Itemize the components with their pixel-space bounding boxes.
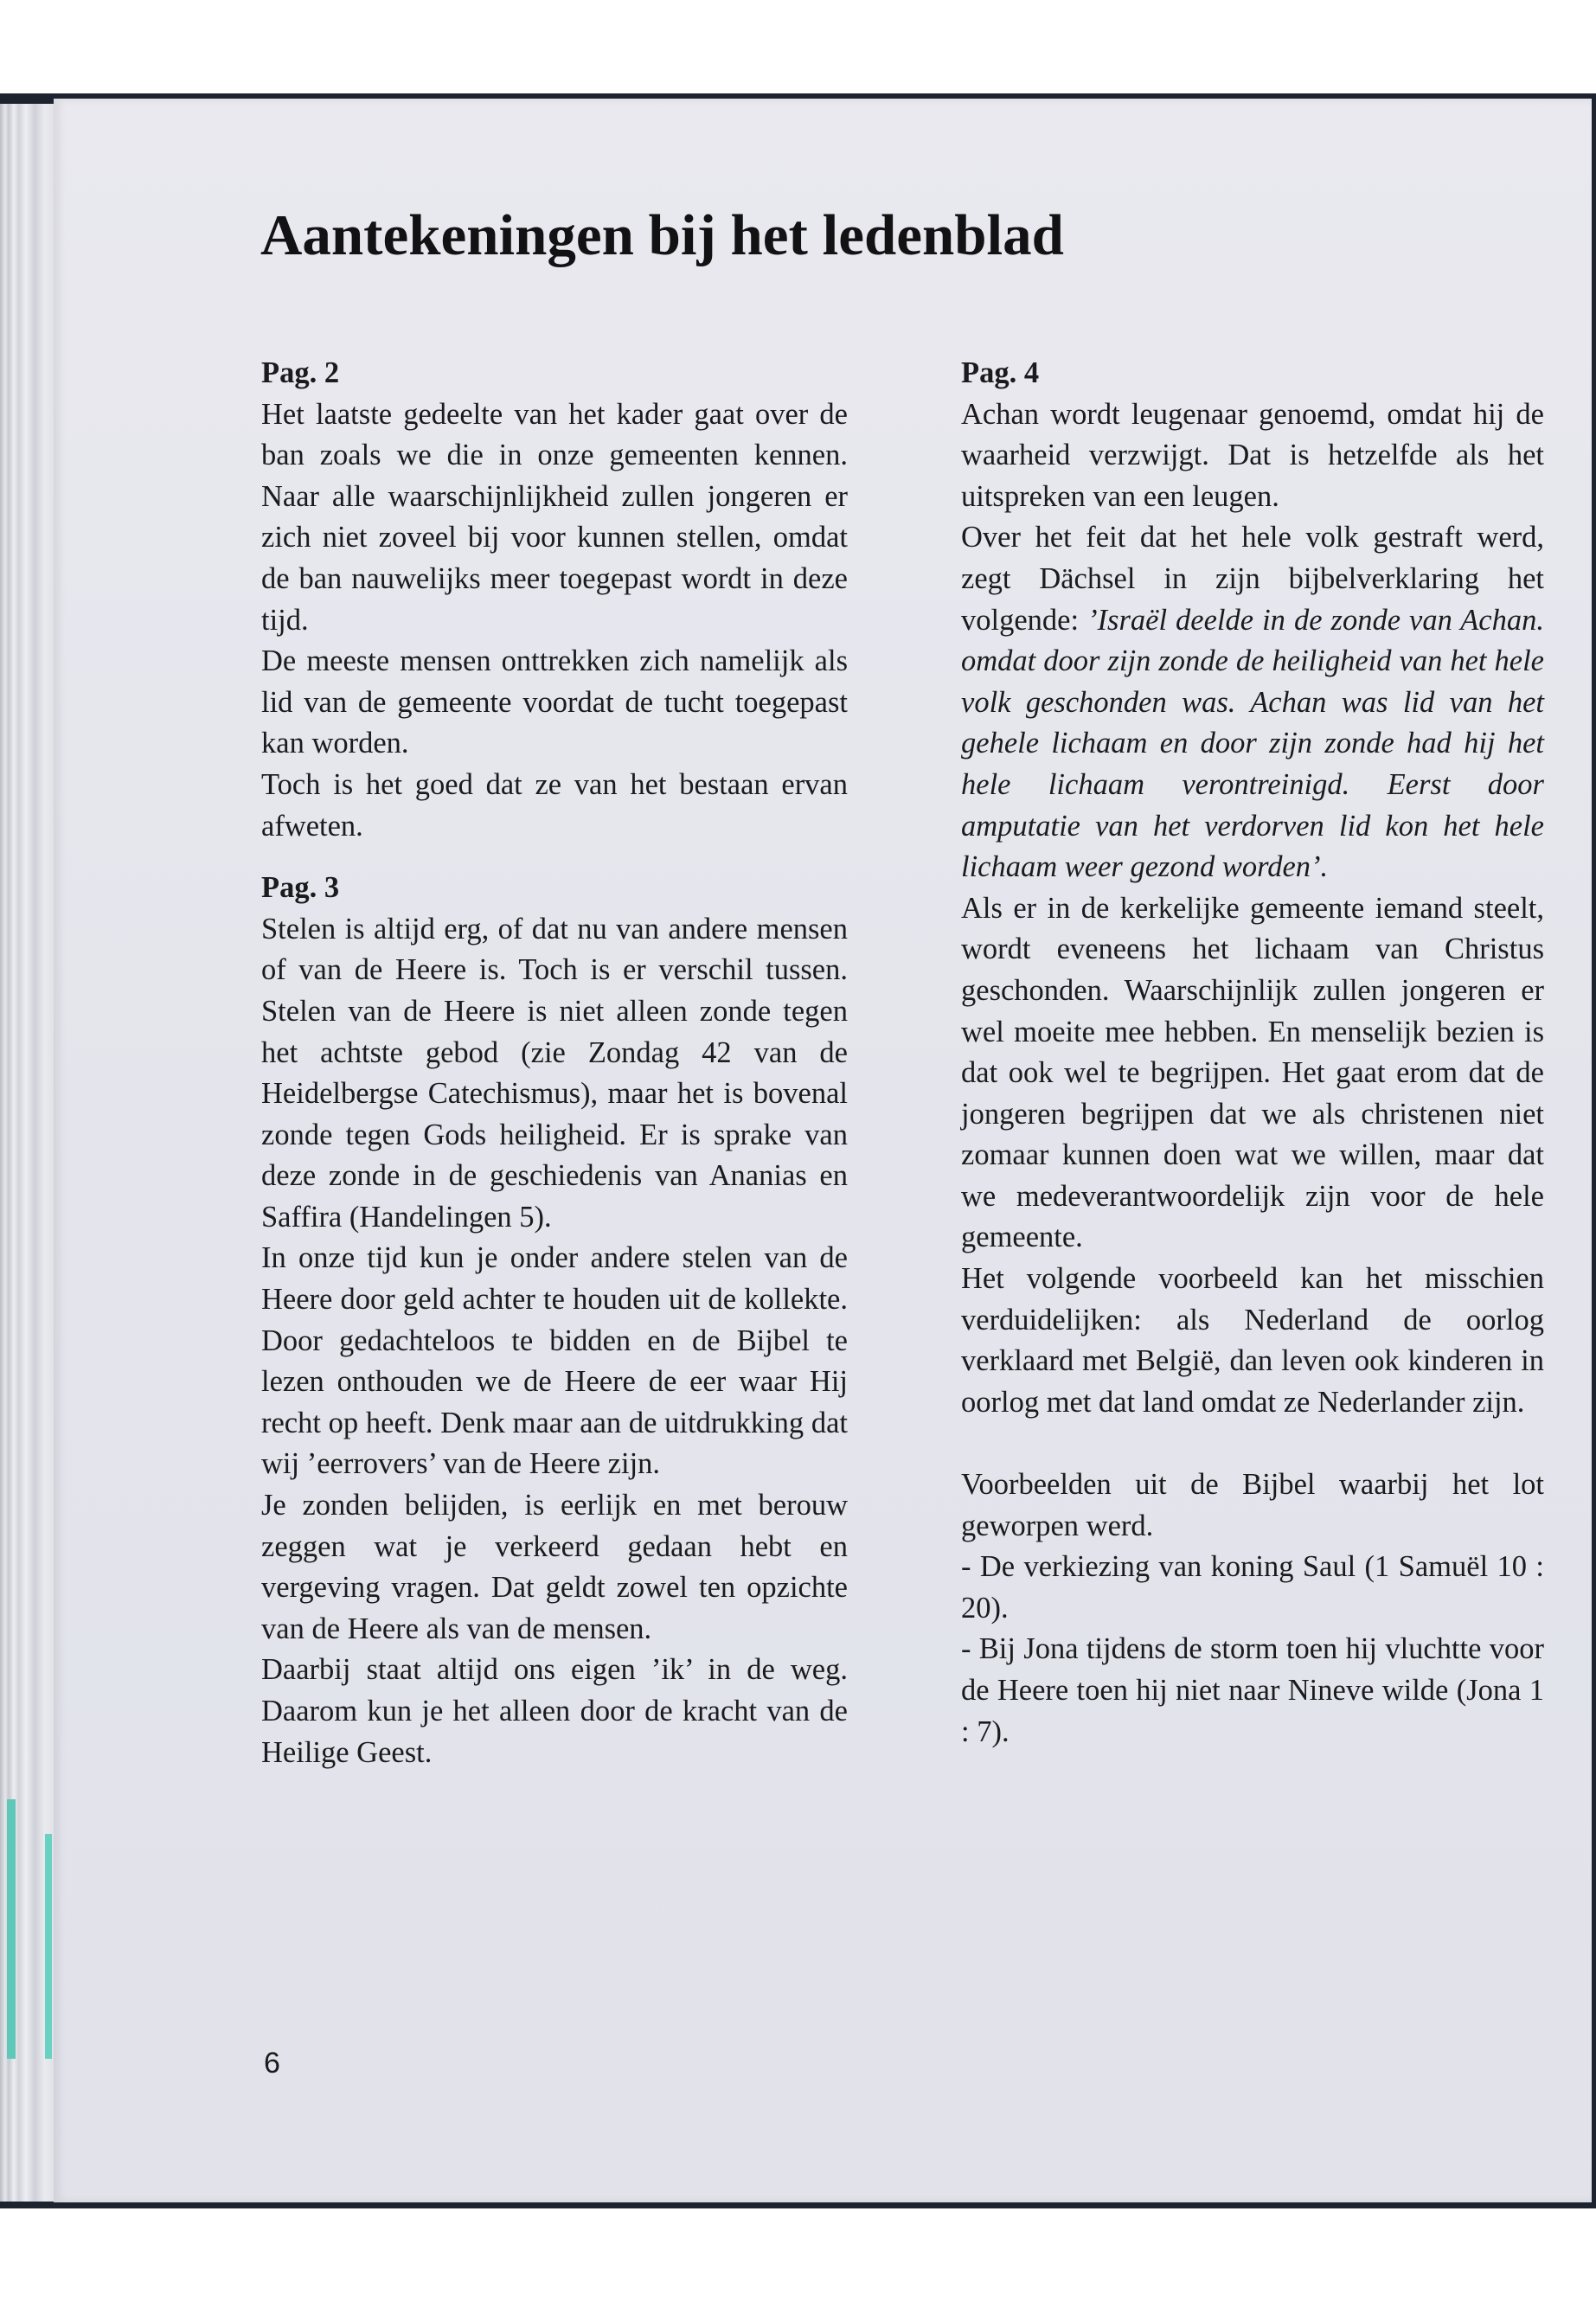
spacer [961,1423,1544,1465]
paragraph-intro: Over het feit dat het hele volk gestraft werd, zegt Dächsel in zijn bijbelverklaring het volgende: [961,521,1544,637]
section-heading-pag-4: Pag. 4 [961,356,1040,389]
bookmark-strip [7,1799,16,2059]
paragraph: De meeste mensen onttrekken zich namelijk als lid van de gemeente voordat de tucht toegepast kan worden. [261,644,848,760]
list-item: - De verkiezing van koning Saul (1 Samuël 10 : 20). [961,1550,1544,1625]
paragraph: Als er in de kerkelijke gemeente iemand steelt, wordt eveneens het lichaam van Christus geschonden. Waarschijnlijk zullen jongeren er wel moeite mee hebben. En menselijk bezien is dat ook wel te begrijpen. Het gaat erom dat de jongeren begrijpen dat we als christenen niet zomaar kunnen doen wat we willen, maar dat we medeverantwoordelijk zijn voor de hele gemeente. [961,891,1544,1254]
paragraph: Achan wordt leugenaar genoemd, omdat hij de waarheid verzwijgt. Dat is hetzelfde als het uitspreken van een leugen. [961,397,1544,513]
left-column [261,353,848,1773]
bookmark-strip-inner [45,1834,52,2059]
paragraph: Stelen is altijd erg, of dat nu van andere mensen of van de Heere is. Toch is er verschil tussen. Stelen van de Heere is niet alleen zonde tegen het achtste gebod (zie Zondag 42 van de Heidelbergse Catechismus), maar het is bovenal zonde tegen Gods heiligheid. Er is sprake van deze zonde in de geschiedenis van Ananias en Saffira (Handelingen 5). [261,912,848,1234]
paragraph: Toch is het goed dat ze van het bestaan ervan afweten. [261,767,848,843]
section-heading-pag-2: Pag. 2 [261,356,340,389]
paragraph [961,517,1544,888]
page-number: 6 [264,2047,280,2080]
spacer [261,847,848,868]
page-title: Aantekeningen bij het ledenblad [260,203,1064,267]
list-item: - Bij Jona tijdens de storm toen hij vluchtte voor de Heere toen hij niet naar Nineve wilde (Jona 1 : 7). [961,1632,1544,1748]
section-heading-pag-3: Pag. 3 [261,871,340,905]
bible-commentary-quote: ’Israël deelde in de zonde van Achan. omdat door zijn zonde de heiligheid van het hele volk geschonden was. Achan was lid van het gehele lichaam en door zijn zonde had hij het hele lichaam verontreinigd. Eerst door amputatie van het verdorven lid kon het hele lichaam weer gezond worden’. [961,603,1544,884]
paragraph: Je zonden belijden, is eerlijk en met berouw zeggen wat je verkeerd gedaan hebt en vergeving vragen. Dat geldt zowel ten opzichte van de Heere als van de mensen. [261,1489,848,1645]
paragraph: Voorbeelden uit de Bijbel waarbij het lot geworpen werd. [961,1468,1544,1542]
paragraph: Het laatste gedeelte van het kader gaat over de ban zoals we die in onze gemeenten kennen. Naar alle waarschijnlijkheid zullen jongeren er zich niet zoveel bij voor kunnen stellen, omdat de ban nauwelijks meer toegepast wordt in deze tijd. [261,397,848,637]
paragraph: In onze tijd kun je onder andere stelen van de Heere door geld achter te houden uit de kollekte. Door gedachteloos te bidden en de Bijbel te lezen onthouden we de Heere de eer waar Hij recht op heeft. Denk maar aan de uitdrukking dat wij ’eerrovers’ van de Heere zijn. [261,1241,848,1481]
paragraph: Daarbij staat altijd ons eigen ’ik’ in de weg. Daarom kun je het alleen door de kracht van de Heilige Geest. [261,1653,848,1769]
paragraph: Het volgende voorbeeld kan het misschien verduidelijken: als Nederland de oorlog verklaard met België, dan leven ook kinderen in oorlog met dat land omdat ze Nederlander zijn. [961,1262,1544,1419]
right-column [961,353,1544,1753]
